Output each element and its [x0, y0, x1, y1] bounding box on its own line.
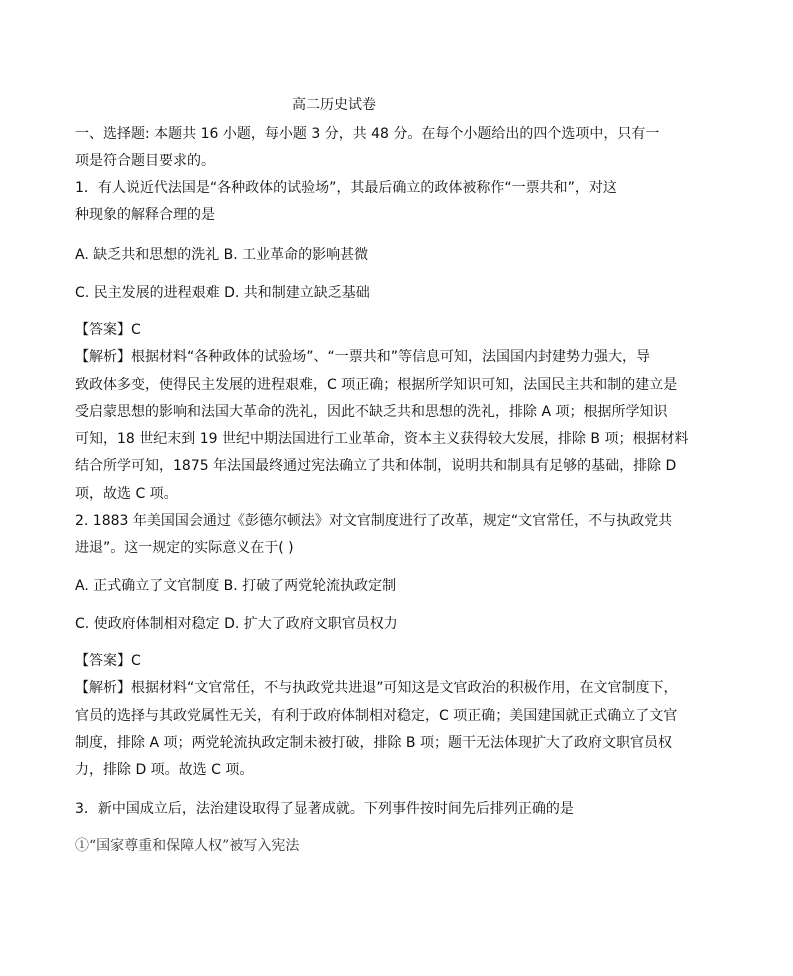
question-1-analysis-line: 项，故选 C 项。 — [75, 486, 178, 502]
question-2-options-line-2: C. 使政府体制相对稳定 D. 扩大了政府文职官员权力 — [75, 616, 398, 632]
question-2-answer: 【答案】C — [75, 653, 141, 669]
question-1-options-line-2: C. 民主发展的进程艰难 D. 共和制建立缺乏基础 — [75, 285, 370, 301]
question-1-analysis-line: 结合所学可知，1875 年法国最终通过宪法确立了共和体制，说明共和制具有足够的基础，排除 D — [75, 458, 677, 474]
question-2-stem-line-2: 进退”。这一规定的实际意义在于( ) — [75, 540, 294, 556]
section-header-line-1: 一、选择题: 本题共 16 小题，每小题 3 分，共 48 分。在每个小题给出的四个选项中，只有一 — [75, 126, 660, 142]
question-1-analysis-line: 受启蒙思想的影响和法国大革命的洗礼，因此不缺乏共和思想的洗礼，排除 A 项；根据所学知识 — [75, 404, 668, 420]
question-3-item-1: ①“国家尊重和保障人权”被写入宪法 — [75, 838, 300, 854]
question-1-stem-line-2: 种现象的解释合理的是 — [75, 207, 215, 223]
question-3-stem-line-1: 3．新中国成立后，法治建设取得了显著成就。下列事件按时间先后排列正确的是 — [75, 801, 574, 817]
question-2-stem-line-1: 2. 1883 年美国国会通过《彭德尔顿法》对文官制度进行了改革，规定“文官常任，不与执政党共 — [75, 513, 673, 529]
question-1-analysis-line: 【解析】根据材料“各种政体的试验场”、“一票共和”等信息可知，法国国内封建势力强大，导 — [75, 349, 651, 365]
question-2-analysis-line: 【解析】根据材料“文官常任，不与执政党共进退”可知这是文官政治的积极作用，在文官制度下， — [75, 680, 678, 696]
question-2-analysis-line: 官员的选择与其政党属性无关，有利于政府体制相对稳定，C 项正确；美国建国就正式确立了文官 — [75, 708, 678, 724]
question-1-answer: 【答案】C — [75, 322, 141, 338]
question-2-options-line-1: A. 正式确立了文官制度 B. 打破了两党轮流执政定制 — [75, 578, 397, 594]
question-1-analysis-line: 致政体多变，使得民主发展的进程艰难，C 项正确；根据所学知识可知，法国民主共和制的建立是 — [75, 377, 678, 393]
section-header-line-2: 项是符合题目要求的。 — [75, 153, 215, 169]
question-2-analysis-line: 制度，排除 A 项；两党轮流执政定制未被打破，排除 B 项；题干无法体现扩大了政府文职官员权 — [75, 735, 672, 751]
document-title: 高二历史试卷 — [292, 97, 376, 113]
question-1-options-line-1: A. 缺乏共和思想的洗礼 B. 工业革命的影响甚微 — [75, 247, 369, 263]
question-1-analysis-line: 可知，18 世纪末到 19 世纪中期法国进行工业革命，资本主义获得较大发展，排除 B 项；根据材料 — [75, 431, 689, 447]
question-1-stem-line-1: 1．有人说近代法国是“各种政体的试验场”，其最后确立的政体被称作“一票共和”，对这 — [75, 180, 617, 196]
question-2-analysis-line: 力，排除 D 项。故选 C 项。 — [75, 762, 254, 778]
